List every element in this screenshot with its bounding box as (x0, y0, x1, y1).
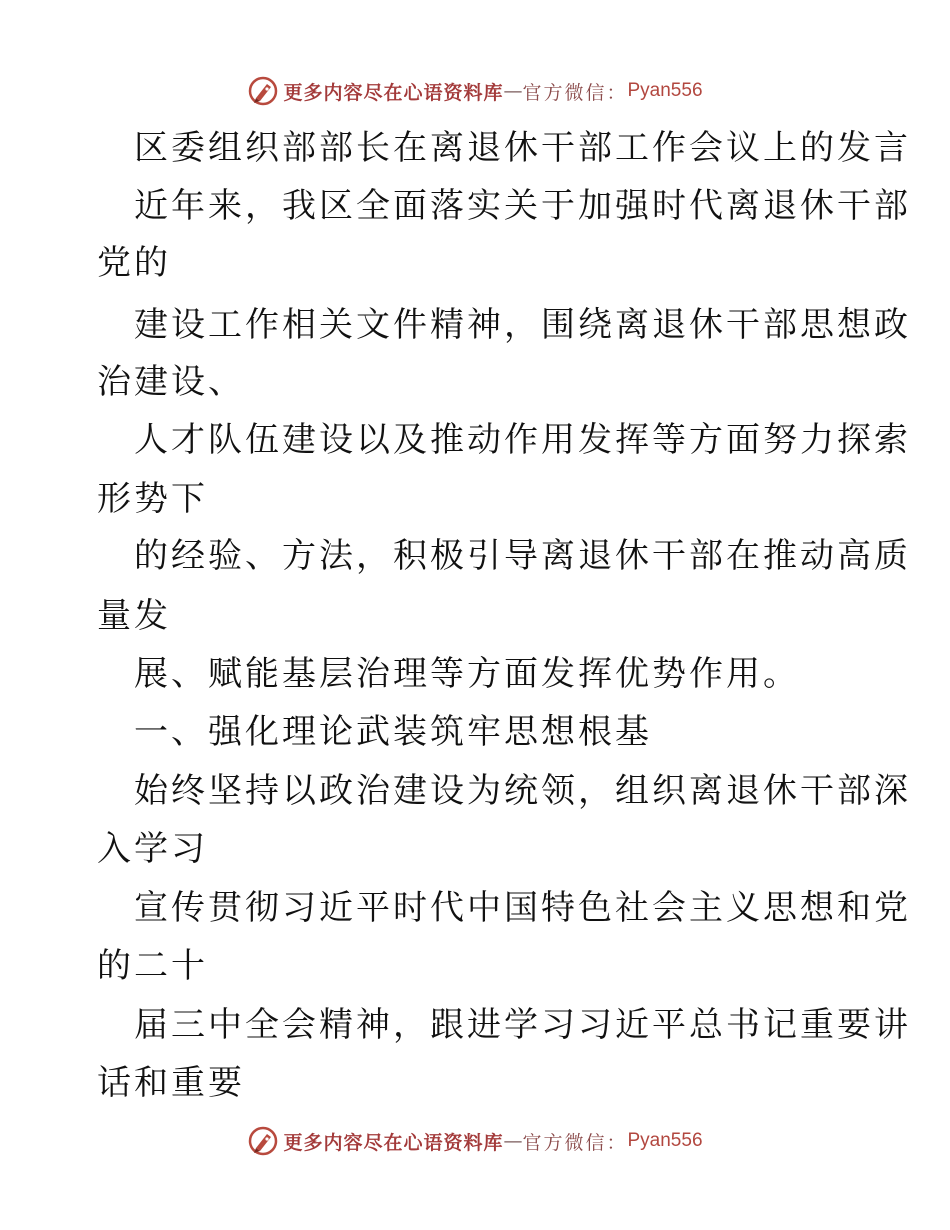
body-line: 量发 (97, 596, 171, 636)
watermark-brand: 更多内容尽在心语资料库 (283, 1131, 504, 1154)
body-line: 展、赋能基层治理等方面发挥优势作用。 (134, 654, 800, 694)
watermark-handle: Pyan556 (627, 1130, 703, 1151)
pen-logo-icon (247, 75, 279, 107)
watermark-footer (0, 1121, 950, 1161)
body-line: 的经验、方法，积极引导离退休干部在推动高质 (134, 536, 911, 576)
body-line: 始终坚持以政治建设为统领，组织离退休干部深 (134, 771, 911, 811)
watermark-header (0, 71, 950, 111)
body-line: 建设工作相关文件精神，围绕离退休干部思想政 (134, 305, 911, 345)
body-line: 形势下 (97, 479, 208, 519)
pen-logo-icon (247, 1125, 279, 1157)
body-line: 入学习 (97, 829, 208, 869)
body-line: 的二十 (97, 946, 208, 986)
body-line: 治建设、 (97, 362, 245, 402)
watermark-separator: — (503, 1130, 523, 1152)
watermark-separator: — (503, 80, 523, 102)
body-line: 宣传贯彻习近平时代中国特色社会主义思想和党 (134, 888, 911, 928)
section-heading: 一、强化理论武装筑牢思想根基 (134, 712, 652, 752)
watermark-brand: 更多内容尽在心语资料库 (283, 81, 504, 104)
watermark-handle: Pyan556 (627, 80, 703, 101)
body-line: 话和重要 (97, 1063, 245, 1103)
watermark-label: 官方微信： (522, 1131, 628, 1154)
body-line: 届三中全会精神，跟进学习习近平总书记重要讲 (134, 1005, 911, 1045)
body-line: 人才队伍建设以及推动作用发挥等方面努力探索 (134, 420, 911, 460)
body-line: 近年来，我区全面落实关于加强时代离退休干部 (134, 186, 911, 226)
body-line: 党的 (97, 243, 171, 283)
document-title: 区委组织部部长在离退休干部工作会议上的发言 (134, 128, 911, 168)
watermark-label: 官方微信： (522, 81, 628, 104)
